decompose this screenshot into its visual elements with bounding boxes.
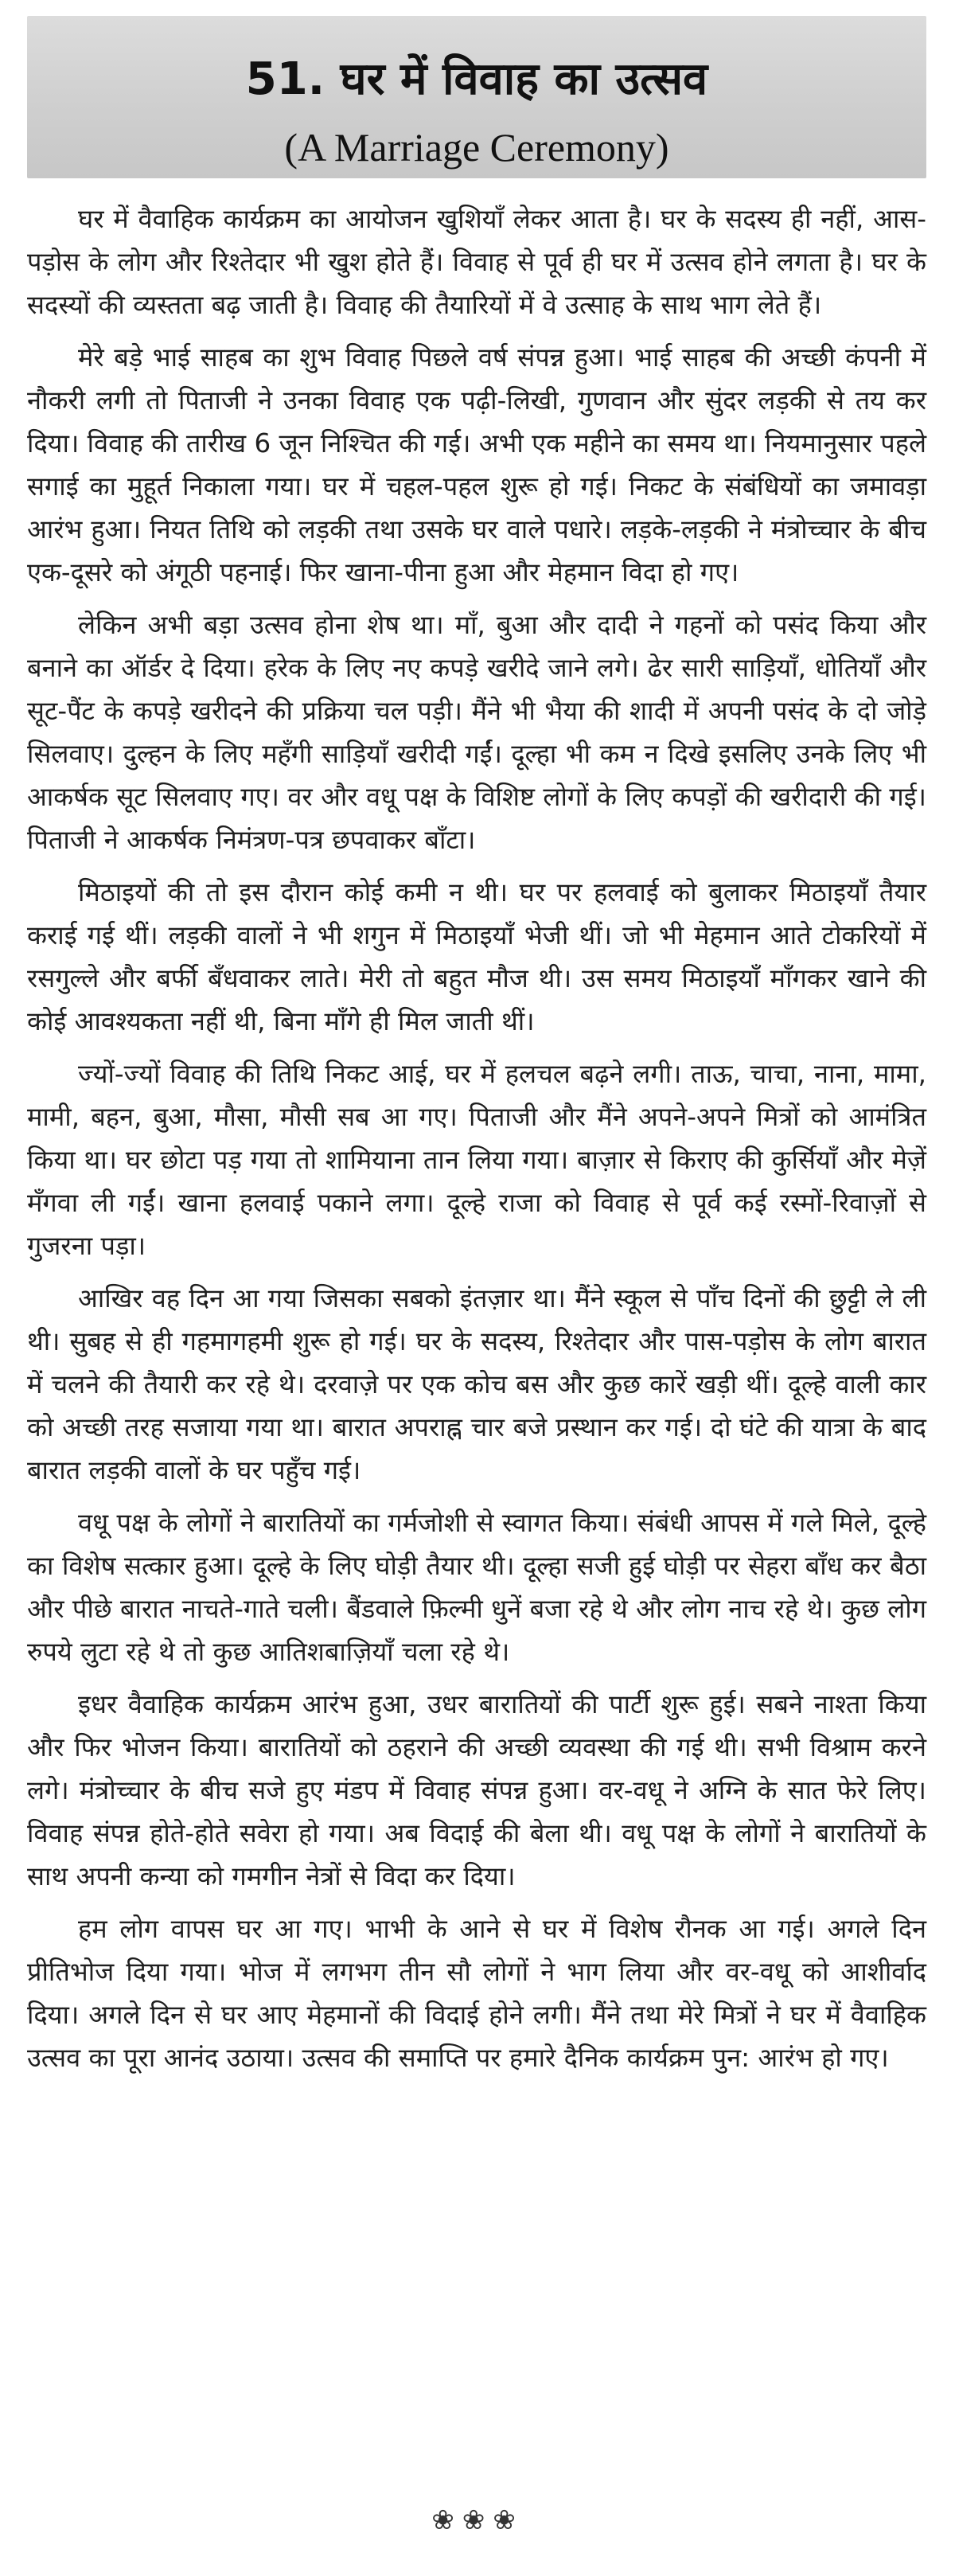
essay-body [27,197,926,2089]
paragraph: वधू पक्ष के लोगों ने बारातियों का गर्मजोशी से स्वागत किया। संबंधी आपस में गले मिले, दूल्हे का विशेष सत्कार हुआ। दूल्हे के लिए घोड़ी तैयार थी। दूल्हा सजी हुई घोड़ी पर सेहरा बाँध कर बैठा और पीछे बारात नाचते-गाते चली। बैंडवाले फ़िल्मी धुनें बजा रहे थे और लोग नाच रहे थे। कुछ लोग रुपये लुटा रहे थे तो कुछ आतिशबाज़ियाँ चला रहे थे। [27,1508,926,1667]
paragraph: मिठाइयों की तो इस दौरान कोई कमी न थी। घर पर हलवाई को बुलाकर मिठाइयाँ तैयार कराई गई थीं। लड़की वालों ने भी शगुन में मिठाइयाँ भेजी थीं। जो भी मेहमान आते टोकरियों में रसगुल्ले और बर्फी बँधवाकर लाते। मेरी तो बहुत मौज थी। उस समय मिठाइयाँ माँगकर खाने की कोई आवश्यकता नहीं थी, बिना माँगे ही मिल जाती थीं। [27,877,926,1036]
paragraph: घर में वैवाहिक कार्यक्रम का आयोजन खुशियाँ लेकर आता है। घर के सदस्य ही नहीं, आस-पड़ोस के लोग और रिश्तेदार भी खुश होते हैं। विवाह से पूर्व ही घर में उत्सव होने लगता है। घर के सदस्यों की व्यस्तता बढ़ जाती है। विवाह की तैयारियों में वे उत्साह के साथ भाग लेते हैं। [27,204,926,320]
title-banner [27,16,926,178]
paragraph: इधर वैवाहिक कार्यक्रम आरंभ हुआ, उधर बारातियों की पार्टी शुरू हुई। सबने नाश्ता किया और फिर भोजन किया। बारातियों को ठहराने की अच्छी व्यवस्था की गई थी। सभी विश्राम करने लगे। मंत्रोच्चार के बीच सजे हुए मंडप में विवाह संपन्न हुआ। वर-वधू ने अग्नि के सात फेरे लिए। विवाह संपन्न होते-होते सवेरा हो गया। अब विदाई की बेला थी। वधू पक्ष के लोगों ने बारातियों के साथ अपनी कन्या को गमगीन नेत्रों से विदा कर दिया। [27,1689,926,1891]
paragraph: हम लोग वापस घर आ गए। भाभी के आने से घर में विशेष रौनक आ गई। अगले दिन प्रीतिभोज दिया गया। भोज में लगभग तीन सौ लोगों ने भाग लिया और वर-वधू को आशीर्वाद दिया। अगले दिन से घर आए मेहमानों की विदाई होने लगी। मैंने तथा मेरे मित्रों ने घर में वैवाहिक उत्सव का पूरा आनंद उठाया। उत्सव की समाप्ति पर हमारे दैनिक कार्यक्रम पुन: आरंभ हो गए। [27,1914,926,2073]
essay-subtitle: (A Marriage Ceremony) [284,125,669,170]
paragraph: ज्यों-ज्यों विवाह की तिथि निकट आई, घर में हलचल बढ़ने लगी। ताऊ, चाचा, नाना, मामा, मामी, बहन, बुआ, मौसा, मौसी सब आ गए। पिताजी और मैंने अपने-अपने मित्रों को आमंत्रित किया था। घर छोटा पड़ गया तो शामियाना तान लिया गया। बाज़ार से किराए की कुर्सियाँ और मेज़ें मँगवा ली गईं। खाना हलवाई पकाने लगा। दूल्हे राजा को विवाह से पूर्व कई रस्मों-रिवाज़ों से गुजरना पड़ा। [27,1059,926,1261]
paragraph: मेरे बड़े भाई साहब का शुभ विवाह पिछले वर्ष संपन्न हुआ। भाई साहब की अच्छी कंपनी में नौकरी लगी तो पिताजी ने उनका विवाह एक पढ़ी-लिखी, गुणवान और सुंदर लड़की से तय कर दिया। विवाह की तारीख 6 जून निश्चित की गई। अभी एक महीने का समय था। नियमानुसार पहले सगाई का मुहूर्त निकाला गया। घर में चहल-पहल शुरू हो गई। निकट के संबंधियों का जमावड़ा आरंभ हुआ। नियत तिथि को लड़की तथा उसके घर वाले पधारे। लड़के-लड़की ने मंत्रोच्चार के बीच एक-दूसरे को अंगूठी पहनाई। फिर खाना-पीना हुआ और मेहमान विदा हो गए। [27,342,926,587]
essay-title: 51. घर में विवाह का उत्सव [245,53,708,105]
paragraph: आखिर वह दिन आ गया जिसका सबको इंतज़ार था। मैंने स्कूल से पाँच दिनों की छुट्टी ले ली थी। सुबह से ही गहमागहमी शुरू हो गई। घर के सदस्य, रिश्तेदार और पास-पड़ोस के लोग बारात में चलने की तैयारी कर रहे थे। दरवाज़े पर एक कोच बस और कुछ कारें खड़ी थीं। दूल्हे वाली कार को अच्छी तरह सजाया गया था। बारात अपराह्न चार बजे प्रस्थान कर गई। दो घंटे की यात्रा के बाद बारात लड़की वालों के घर पहुँच गई। [27,1283,926,1485]
flower-ornament-icon: ❀❀❀ [431,2504,524,2536]
paragraph: लेकिन अभी बड़ा उत्सव होना शेष था। माँ, बुआ और दादी ने गहनों को पसंद किया और बनाने का ऑर्डर दे दिया। हरेक के लिए नए कपड़े खरीदे जाने लगे। ढेर सारी साड़ियाँ, धोतियाँ और सूट-पैंट के कपड़े खरीदने की प्रक्रिया चल पड़ी। मैंने भी भैया की शादी में अपनी पसंद के दो जोड़े सिलवाए। दुल्हन के लिए महँगी साड़ियाँ खरीदी गईं। दूल्हा भी कम न दिखे इसलिए उनके लिए भी आकर्षक सूट सिलवाए गए। वर और वधू पक्ष के विशिष्ट लोगों के लिए कपड़ों की खरीदारी की गई। पिताजी ने आकर्षक निमंत्रण-पत्र छपवाकर बाँटा। [27,610,926,855]
